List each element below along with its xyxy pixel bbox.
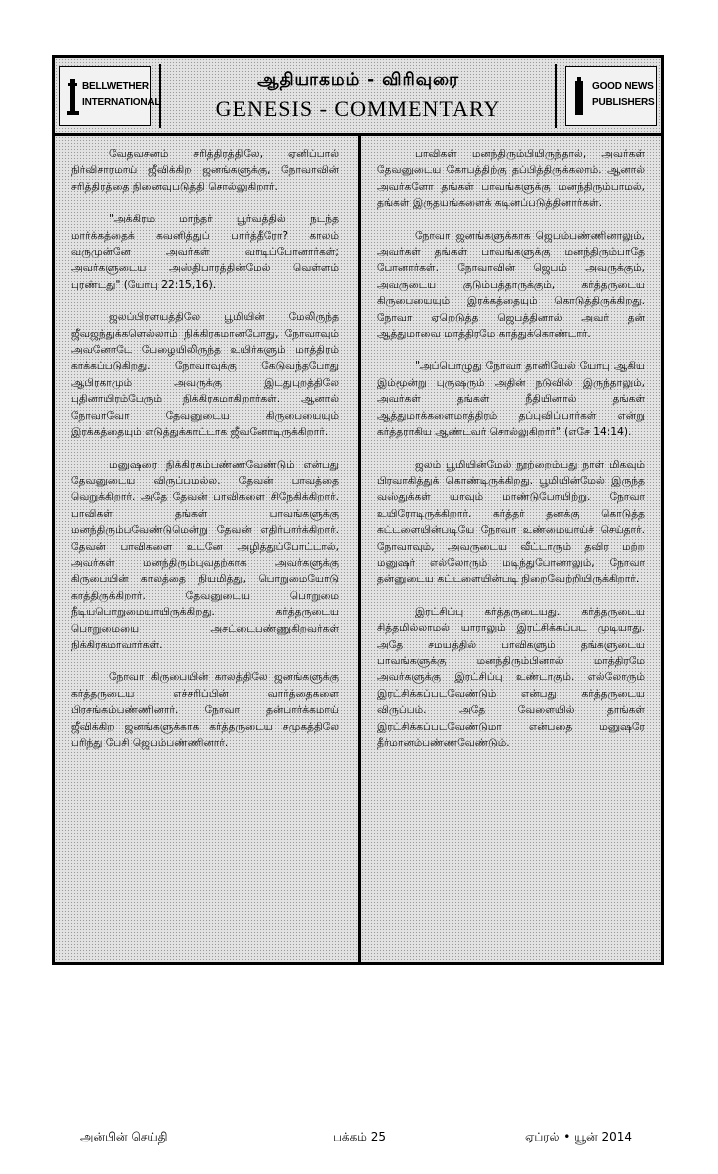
page-header xyxy=(55,58,661,136)
left-column xyxy=(71,146,339,767)
right-paragraph: பாவிகள் மனந்திரும்பியிருந்தால், அவர்கள் தேவனுடைய கோபத்திற்கு தப்பித்திருக்கலாம். ஆனால் அவர்களோ தங்கள் பாவங்களுக்கு மனந்திரும்பாமல், தங்கள் இருதயங்களைக் கடினப்படுத்தினார்கள். xyxy=(377,148,645,210)
footer-page-number: பக்கம் 25 xyxy=(333,1130,387,1144)
good-news-logo-icon xyxy=(572,77,586,117)
right-paragraph: இரட்சிப்பு கர்த்தருடையது. கர்த்தருடைய சித்தமில்லாமல் யாராலும் இரட்சிக்கப்பட முடியாது. அதே சமயத்தில் பாவிகளும் தங்களுடைய பாவங்களுக்கு மனந்திரும்பினால் மாத்திரமே அவர்களுக்கு இரட்சிப்பு உண்டாகும். எல்லோரும் இரட்சிக்கப்படவேண்டும் என்பது கர்த்தருடைய விருப்பம். அதே வேளையில் தாங்கள் இரட்சிக்கப்படவேண்டுமா என்பதை மனுஷரே தீர்மானம்பண்ணவேண்டும். xyxy=(377,605,645,749)
article-frame xyxy=(52,55,664,965)
column-divider xyxy=(358,134,361,962)
left-paragraph: "அக்கிரம மாந்தர் பூர்வத்தில் நடந்த மார்க்கத்தைக் கவனித்துப் பார்த்தீரோ? காலம் வருமுன்னே அவர்கள் வாடிப்போனார்கள்; அவர்களுடைய அஸ்திபாரத்தின்மேல் வெள்ளம் புரண்டது" (யோபு 22:15,16). xyxy=(71,213,339,291)
bellwether-logo-icon xyxy=(66,77,80,117)
right-paragraph: நோவா ஜனங்களுக்காக ஜெபம்பண்ணினாலும், அவர்கள் தங்கள் பாவங்களுக்கு மனந்திரும்பாதே போனார்கள். நோவாவின் ஜெபம் அவருக்கும், அவருடைய குடும்பத்தாருக்கும், கர்த்தருடைய கிருபையையும் இரக்கத்தையும் கொடுத்திருக்கிறது. நோவா ஏறெடுத்த ஜெபத்தினால் அவர் தன் ஆத்துமாவை மாத்திரமே காத்துக்கொண்டார். xyxy=(377,229,645,341)
bellwether-logo-line1: BELLWETHER xyxy=(82,81,149,92)
good-news-logo-line1: GOOD NEWS xyxy=(592,81,654,92)
bellwether-logo xyxy=(59,66,161,126)
left-paragraph: மனுஷரை நிக்கிரகம்பண்ணவேண்டும் என்பது தேவனுடைய விருப்பமல்ல. தேவன் பாவத்தை வெறுக்கிறார். அதே தேவன் பாவிகளை சிநேகிக்கிறார். பாவிகள் தங்கள் பாவங்களுக்கு மனந்திரும்பவேண்டுமென்று தேவன் எதிர்பார்க்கிறார். தேவன் பாவிகளை உடனே அழித்துப்போட்டால், அவர்கள் மனந்திரும்புவதற்காக அவர்களுக்கு கிருபையின் காலத்தை நியமித்து, பொறுமையோடு காத்திருக்கிறார். தேவனுடைய பொறுமை நீடியபொறுமையாயிருக்கிறது. கர்த்தருடைய பொறுமையை அசட்டைபண்ணுகிறவர்கள் நிக்கிரகமாவார்கள். xyxy=(71,458,339,651)
left-paragraph: நோவா கிருபையின் காலத்திலே ஜனங்களுக்கு கர்த்தருடைய எச்சரிப்பின் வார்த்தைகளை பிரசங்கம்பண்ணினார். நோவா தன்பார்க்கமாய் ஜீவிக்கிற ஜனங்களுக்காக கர்த்தருடைய சமுகத்திலே பரிந்து பேசி ஜெபம்பண்ணினார். xyxy=(71,671,339,749)
footer-issue-date: ஏப்ரல் • யூன் 2014 xyxy=(525,1130,633,1144)
left-paragraph: ஜலப்பிரளயத்திலே பூமியின் மேலிருந்த ஜீவஜந்துக்களெல்லாம் நிக்கிரகமானபோது, நோவாவும் அவனோடே பேழையிலிருந்த உயிர்களும் மாத்திரம் காக்கப்படுகிறது. நோவாவுக்கு கேடுவந்தபோது ஆபிரகாமும் அவருக்கு இடதுபுறத்திலே புதினாயிரம்பேரும் நிக்கிரகமாகிறார்கள். ஆனால் நோவாவோ தேவனுடைய கிருபையையும் இரக்கத்தையும் எடுத்துக்காட்டாக ஜீவனோடிருக்கிறார். xyxy=(71,311,339,439)
left-paragraph: வேதவசனம் சரித்திரத்திலே, ஏனிப்பால் நிர்விசாரமாய் ஜீவிக்கிற ஜனங்களுக்கு, நோவாவின் சரித்திரத்தை நினைவுபடுத்தி சொல்லுகிறார். xyxy=(71,148,339,193)
title-english: GENESIS - COMMENTARY xyxy=(215,96,501,121)
header-title-box xyxy=(159,64,557,128)
right-paragraph: ஜலம் பூமியின்மேல் நூற்றைம்பது நாள் மிகவும் பிரவாகித்துக் கொண்டிருக்கிறது. பூமியின்மேல் இருந்த வஸ்துக்கள் யாவும் மாண்டுபோயிற்று. நோவா உயிரோடிருக்கிறார். கர்த்தர் தனக்கு கொடுத்த கட்டளையின்படியே நோவா உண்மையாய்ச் செய்தார். நோவாவும், அவருடைய வீட்டாரும் தவிர மற்ற மனுஷர் எல்லோரும் மடிந்துபோனாலும், நோவா தன்னுடைய கட்டளையின்படி நிறைவேற்றியிருக்கிறார். xyxy=(377,458,645,586)
good-news-logo xyxy=(565,66,657,126)
right-column xyxy=(377,146,645,767)
bellwether-logo-line2: INTERNATIONAL xyxy=(82,97,161,108)
title-tamil: ஆதியாகமம் - விரிவுரை xyxy=(257,70,459,90)
bellwether-logo-text xyxy=(82,79,160,111)
good-news-logo-text xyxy=(592,79,654,111)
footer-publication: அன்பின் செய்தி xyxy=(80,1130,168,1144)
good-news-logo-line2: PUBLISHERS xyxy=(592,97,655,108)
right-paragraph: "அப்பொழுது நோவா தானியேல் யோபு ஆகிய இம்மூன்று புருஷரும் அதின் நடுவில் இருந்தாலும், அவர்கள் தங்கள் நீதியினால் தங்கள் ஆத்துமாக்களைமாத்திரம் தப்புவிப்பார்கள் என்று கர்த்தராகிய ஆண்டவர் சொல்லுகிறார்" (எசே 14:14). xyxy=(377,360,645,439)
